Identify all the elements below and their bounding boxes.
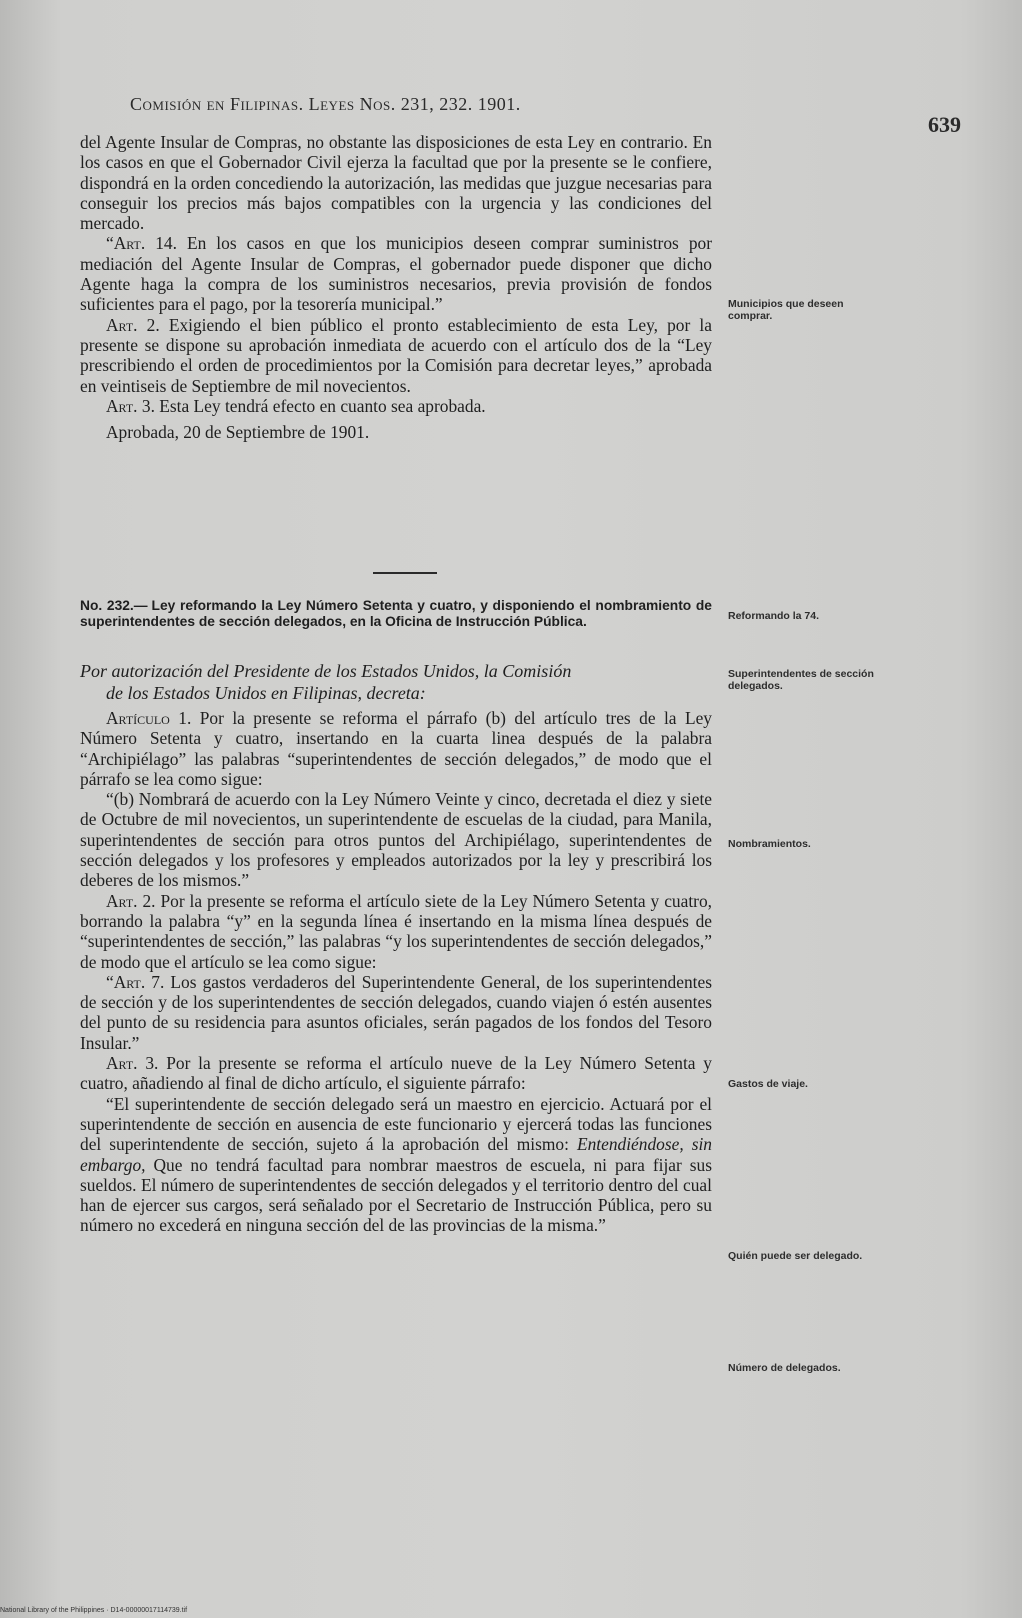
paragraph bbox=[80, 972, 712, 1053]
article-label: Art. 2. bbox=[106, 890, 156, 911]
paragraph bbox=[80, 1053, 712, 1094]
paragraph-text: Que no tendrá facultad para nombrar maestros de escuela, ni para fijar sus sueldos. El número de superintendentes de sección delegados y el territorio dentro del cual han de ejercer sus cargos, será señalado por el Secretario de Instrucción Pública, pero su número no excederá en ninguna sección del de las provincias de la misma.” bbox=[80, 1154, 712, 1236]
law-231-continuation bbox=[80, 132, 712, 442]
paragraph bbox=[80, 396, 712, 416]
article-label: Art. 3. bbox=[106, 1053, 159, 1074]
paragraph: del Agente Insular de Compras, no obstante las disposiciones de esta Ley en contrario. En los casos en que el Gobernador Civil ejerza la facultad que por la presente se le confiere, dispondrá en la orden concediendo la autorización, las medidas que juzgue necesarias para conseguir los precios más bajos compatibles con la urgencia y las condiciones del mercado. bbox=[80, 132, 712, 234]
article-label: Art. 3. bbox=[106, 395, 155, 416]
paragraph: “(b) Nombrará de acuerdo con la Ley Número Veinte y cinco, decretada el diez y siete de Octubre de mil novecientos, un superintendente de escuelas de la ciudad, para Manila, superintendentes de sección para otros puntos del Archipiélago, superintendentes de sección delegados y los profesores y empleados autorizados por la ley y prescribirá los deberes de los mismos.” bbox=[80, 789, 712, 891]
article-label: Art. 2. bbox=[106, 314, 160, 335]
enacting-clause bbox=[80, 660, 712, 704]
page-number: 639 bbox=[928, 112, 961, 137]
margin-note: Reformando la 74. bbox=[728, 610, 820, 622]
paragraph bbox=[80, 891, 712, 972]
paragraph bbox=[80, 708, 712, 789]
law-232-body bbox=[80, 708, 712, 1236]
margin-note: Número de delegados. bbox=[728, 1362, 841, 1374]
margin-note: Municipios que deseen comprar. bbox=[728, 298, 844, 322]
article-label: “Art. 7. bbox=[106, 971, 165, 992]
article-text: Por la presente se reforma el artículo nueve de la Ley Número Setenta y cuatro, añadiendo al final de dicho artículo, el siguiente párrafo: bbox=[80, 1053, 713, 1094]
approval-date: Aprobada, 20 de Septiembre de 1901. bbox=[106, 422, 370, 443]
scan-footer: National Library of the Philippines · D14-00000017114739.tif bbox=[0, 1607, 188, 1614]
law-title-text: Ley reformando la Ley Número Setenta y cuatro, y disponiendo el nombramiento de superintendentes de sección delegados, en la Oficina de Instrucción Pública. bbox=[80, 598, 712, 629]
article-label: “Art. 14. bbox=[106, 233, 177, 254]
enacting-line: Por autorización del Presidente de los Estados Unidos, la Comisión bbox=[80, 661, 572, 681]
running-head: Comisión en Filipinas. Leyes Nos. 231, 232. 1901. bbox=[130, 94, 521, 114]
paragraph bbox=[80, 315, 712, 396]
paragraph-text: “El superintendente de sección delegado será un maestro en ejercicio. Actuará por el superintendente de sección en ausencia de este funcionario y ejercerá todas las funciones del superintendente de sección, sujeto á la aprobación del mismo: bbox=[80, 1093, 712, 1155]
law-232-title bbox=[80, 598, 712, 630]
paragraph bbox=[80, 233, 712, 314]
proviso-italic: Entendiéndose, sin embargo, bbox=[80, 1134, 712, 1175]
article-label: Artículo 1. bbox=[106, 708, 192, 728]
margin-note: Nombramientos. bbox=[728, 838, 811, 850]
section-divider bbox=[373, 572, 437, 574]
margin-note: Superintendentes de sección delegados. bbox=[728, 668, 874, 692]
article-text: Esta Ley tendrá efecto en cuanto sea aprobada. bbox=[154, 395, 486, 416]
margin-note: Gastos de viaje. bbox=[728, 1078, 808, 1090]
article-text: Por la presente se reforma el párrafo (b) del artículo tres de la Ley Número Setenta y cuatro, insertando en la cuarta linea después de la palabra “Archipiélago” las palabras “superintendentes de sección delegados,” de modo que el párrafo se lea como sigue: bbox=[80, 708, 712, 789]
enacting-line: de los Estados Unidos en Filipinas, decreta: bbox=[106, 683, 426, 703]
article-text: En los casos en que los municipios deseen comprar suministros por mediación del Agente Insular de Compras, el gobernador puede disponer que dicho Agente haga la compra de los suministros necesarios, previa provisión de fondos suficientes para el pago, por la tesorería municipal.” bbox=[80, 233, 712, 315]
article-text: Por la presente se reforma el artículo siete de la Ley Número Setenta y cuatro, borrando la palabra “y” en la segunda línea é insertando en la misma línea después de “superintendentes de sección,” las palabras “y los superintendentes de sección delegados,” de modo que el artículo se lea como sigue: bbox=[80, 890, 712, 972]
margin-note: Quién puede ser delegado. bbox=[728, 1250, 863, 1262]
article-text: Los gastos verdaderos del Superintendente General, de los superintendentes de sección y de los superintendentes de sección delegados, cuando viajen ó estén ausentes del punto de su residencia para asuntos oficiales, serán pagados de los fondos del Tesoro Insular.” bbox=[80, 971, 712, 1053]
law-number: No. 232.— bbox=[80, 598, 148, 613]
paragraph bbox=[80, 1094, 712, 1236]
article-text: Exigiendo el bien público el pronto establecimiento de esta Ley, por la presente se dispone su aprobación inmediata de acuerdo con el artículo dos de la “Ley prescribiendo el orden de procedimientos por la Comisión para decretar leyes,” aprobada en veintiseis de Septiembre de mil novecientos. bbox=[80, 314, 712, 396]
